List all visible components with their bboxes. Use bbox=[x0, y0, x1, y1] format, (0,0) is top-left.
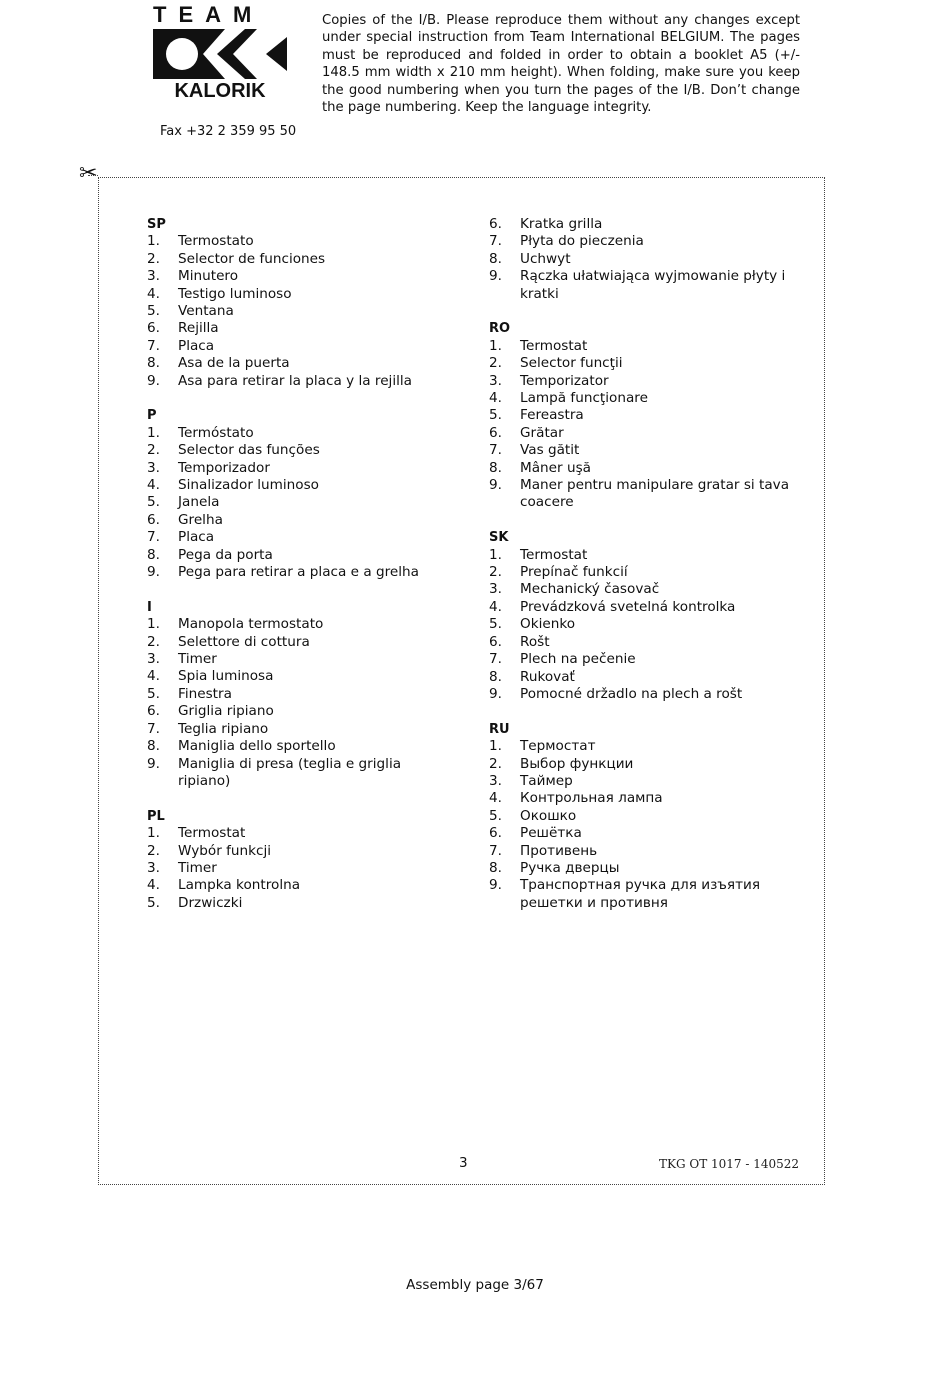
item-text: Pomocné držadlo na plech a rošt bbox=[520, 685, 743, 702]
parts-section bbox=[147, 599, 447, 790]
item-text: Termostato bbox=[178, 233, 254, 250]
item-number: 9. bbox=[147, 372, 160, 389]
item-text: Maniglia di presa (teglia e griglia ripiano) bbox=[178, 755, 402, 789]
item-number: 9. bbox=[489, 877, 502, 894]
list-item bbox=[489, 425, 804, 442]
item-number: 9. bbox=[489, 685, 502, 702]
item-number: 3. bbox=[489, 372, 502, 389]
list-item bbox=[489, 407, 804, 424]
list-item bbox=[489, 251, 804, 268]
item-text: Testigo luminoso bbox=[178, 285, 292, 302]
list-item bbox=[489, 738, 804, 755]
item-number: 6. bbox=[489, 216, 502, 232]
item-number: 8. bbox=[147, 738, 160, 755]
list-item bbox=[147, 529, 447, 546]
kalorik-logo bbox=[153, 4, 287, 102]
item-text: Selettore di cottura bbox=[178, 633, 310, 650]
item-text: Termóstato bbox=[178, 424, 254, 441]
item-number: 7. bbox=[147, 337, 160, 354]
item-number: 6. bbox=[489, 424, 502, 441]
item-text: Maner pentru manipulare gratar si tava coacere bbox=[520, 477, 790, 511]
parts-section bbox=[489, 320, 804, 511]
item-number: 5. bbox=[147, 494, 160, 511]
item-number: 9. bbox=[489, 268, 502, 285]
item-number: 4. bbox=[147, 477, 160, 494]
list-item bbox=[489, 233, 804, 250]
item-number: 4. bbox=[489, 790, 502, 807]
list-item bbox=[489, 825, 804, 842]
item-number: 2. bbox=[489, 564, 502, 581]
item-number: 4. bbox=[147, 877, 160, 894]
item-text: Выбор функции bbox=[520, 755, 634, 772]
item-text: Manopola termostato bbox=[178, 616, 324, 633]
list-item bbox=[147, 233, 447, 250]
section-language-code: I bbox=[147, 599, 152, 615]
list-item bbox=[147, 721, 447, 738]
list-item bbox=[489, 860, 804, 877]
item-number: 7. bbox=[489, 442, 502, 459]
list-item bbox=[147, 442, 447, 459]
list-item bbox=[147, 668, 447, 685]
left-column bbox=[147, 216, 447, 930]
list-item bbox=[147, 286, 447, 303]
item-number: 2. bbox=[147, 250, 160, 267]
section-language-code: PL bbox=[147, 808, 165, 824]
list-item bbox=[489, 581, 804, 598]
item-text: Placa bbox=[178, 337, 215, 354]
item-text: Lampă funcţionare bbox=[520, 390, 648, 407]
item-number: 6. bbox=[489, 633, 502, 650]
item-number: 7. bbox=[489, 842, 502, 859]
list-item bbox=[489, 790, 804, 807]
item-number: 5. bbox=[489, 807, 502, 824]
item-text: Термостат bbox=[520, 738, 596, 755]
item-number: 2. bbox=[489, 755, 502, 772]
item-number: 2. bbox=[489, 355, 502, 372]
list-item bbox=[147, 703, 447, 720]
item-number: 3. bbox=[147, 651, 160, 668]
item-text: Prevádzková svetelná kontrolka bbox=[520, 598, 736, 615]
section-language-code: RO bbox=[489, 321, 511, 337]
item-text: Asa de la puerta bbox=[178, 355, 290, 372]
item-number: 8. bbox=[489, 668, 502, 685]
item-number: 5. bbox=[147, 303, 160, 320]
list-item bbox=[489, 808, 804, 825]
list-item bbox=[489, 477, 804, 512]
item-text: Minutero bbox=[178, 268, 239, 285]
list-item bbox=[489, 634, 804, 651]
scissors-icon: ✂ bbox=[79, 161, 98, 186]
cut-line bbox=[88, 175, 98, 176]
item-number: 1. bbox=[489, 738, 502, 755]
item-number: 8. bbox=[489, 459, 502, 476]
item-number: 1. bbox=[147, 616, 160, 633]
item-text: Противень bbox=[520, 842, 598, 859]
item-text: Termostat bbox=[520, 546, 588, 563]
item-text: Timer bbox=[178, 651, 217, 668]
list-item bbox=[489, 686, 804, 703]
item-text: Okienko bbox=[520, 616, 576, 633]
parts-section bbox=[489, 721, 804, 912]
item-number: 5. bbox=[489, 407, 502, 424]
parts-section bbox=[147, 407, 447, 581]
item-number: 1. bbox=[147, 233, 160, 250]
list-item bbox=[489, 442, 804, 459]
list-item bbox=[489, 756, 804, 773]
list-item bbox=[147, 686, 447, 703]
item-text: Окошко bbox=[520, 807, 577, 824]
list-item bbox=[147, 825, 447, 842]
item-text: Spia luminosa bbox=[178, 668, 274, 685]
right-column bbox=[489, 216, 804, 930]
item-number: 8. bbox=[489, 859, 502, 876]
section-language-code: RU bbox=[489, 721, 510, 737]
list-item bbox=[147, 355, 447, 372]
parts-section bbox=[147, 808, 447, 912]
item-text: Fereastra bbox=[520, 407, 584, 424]
item-text: Таймер bbox=[520, 772, 573, 789]
item-text: Ручка дверцы bbox=[520, 859, 620, 876]
item-number: 8. bbox=[147, 355, 160, 372]
item-text: Selector das funções bbox=[178, 442, 320, 459]
logo-team-text: TEAM bbox=[153, 2, 264, 27]
list-item bbox=[147, 616, 447, 633]
item-text: Rejilla bbox=[178, 320, 219, 337]
item-text: Решётка bbox=[520, 825, 582, 842]
item-number: 2. bbox=[147, 842, 160, 859]
item-number: 2. bbox=[147, 633, 160, 650]
list-item bbox=[147, 303, 447, 320]
assembly-page-label: Assembly page 3/67 bbox=[406, 1277, 544, 1293]
item-number: 2. bbox=[147, 442, 160, 459]
list-item bbox=[489, 616, 804, 633]
list-item bbox=[147, 860, 447, 877]
item-text: Griglia ripiano bbox=[178, 703, 274, 720]
list-item bbox=[489, 564, 804, 581]
list-item bbox=[147, 895, 447, 912]
section-language-code: SK bbox=[489, 530, 509, 546]
item-number: 9. bbox=[147, 755, 160, 772]
list-item bbox=[489, 338, 804, 355]
item-text: Sinalizador luminoso bbox=[178, 477, 319, 494]
item-text: Selector de funciones bbox=[178, 250, 326, 267]
item-number: 8. bbox=[147, 546, 160, 563]
fax-number: Fax +32 2 359 95 50 bbox=[160, 124, 297, 139]
section-language-code: SP bbox=[147, 217, 166, 232]
list-item bbox=[489, 599, 804, 616]
item-text: Mechanický časovač bbox=[520, 581, 660, 598]
list-item bbox=[489, 460, 804, 477]
item-text: Timer bbox=[178, 859, 217, 876]
item-text: Rukovať bbox=[520, 668, 575, 685]
item-number: 3. bbox=[489, 772, 502, 789]
list-item bbox=[147, 547, 447, 564]
logo-emblem-icon bbox=[153, 29, 287, 79]
list-item bbox=[489, 268, 804, 303]
item-text: Prepínač funkcií bbox=[520, 564, 628, 581]
item-text: Plech na pečenie bbox=[520, 651, 636, 668]
parts-section bbox=[489, 529, 804, 703]
list-item bbox=[147, 477, 447, 494]
list-item bbox=[489, 390, 804, 407]
item-text: Pega da porta bbox=[178, 546, 273, 563]
item-number: 8. bbox=[489, 250, 502, 267]
list-item bbox=[147, 512, 447, 529]
list-item bbox=[489, 877, 804, 912]
item-number: 5. bbox=[147, 685, 160, 702]
item-text: Rošt bbox=[520, 633, 550, 650]
item-number: 7. bbox=[147, 529, 160, 546]
list-item bbox=[147, 738, 447, 755]
item-number: 9. bbox=[147, 564, 160, 581]
item-number: 4. bbox=[489, 598, 502, 615]
list-item bbox=[147, 338, 447, 355]
item-number: 4. bbox=[489, 390, 502, 407]
item-text: Maniglia dello sportello bbox=[178, 738, 336, 755]
page-number: 3 bbox=[459, 1155, 468, 1171]
list-item bbox=[489, 373, 804, 390]
item-number: 1. bbox=[489, 337, 502, 354]
list-item bbox=[147, 843, 447, 860]
item-text: Grătar bbox=[520, 424, 564, 441]
item-number: 6. bbox=[147, 320, 160, 337]
item-text: Teglia ripiano bbox=[178, 720, 269, 737]
item-text: Ventana bbox=[178, 303, 234, 320]
item-text: Контрольная лампа bbox=[520, 790, 663, 807]
list-item bbox=[489, 355, 804, 372]
list-item bbox=[147, 494, 447, 511]
item-number: 5. bbox=[489, 616, 502, 633]
item-number: 3. bbox=[489, 581, 502, 598]
list-item bbox=[147, 373, 447, 390]
item-text: Drzwiczki bbox=[178, 894, 243, 911]
list-item bbox=[489, 843, 804, 860]
parts-section bbox=[489, 216, 804, 303]
item-text: Uchwyt bbox=[520, 250, 571, 267]
item-text: Termostat bbox=[178, 825, 246, 842]
item-number: 9. bbox=[489, 477, 502, 494]
list-item bbox=[147, 564, 447, 581]
item-number: 6. bbox=[147, 703, 160, 720]
item-text: Grelha bbox=[178, 511, 223, 528]
list-item bbox=[147, 425, 447, 442]
logo-brand-text: KALORIK bbox=[174, 80, 266, 102]
list-item bbox=[147, 268, 447, 285]
item-text: Janela bbox=[178, 494, 220, 511]
list-item bbox=[147, 251, 447, 268]
item-text: Temporizador bbox=[178, 459, 270, 476]
item-text: Temporizator bbox=[520, 372, 609, 389]
item-text: Rączka ułatwiająca wyjmowanie płyty i kratki bbox=[520, 268, 786, 302]
item-number: 4. bbox=[147, 285, 160, 302]
item-number: 3. bbox=[147, 268, 160, 285]
list-item bbox=[147, 634, 447, 651]
item-text: Termostat bbox=[520, 337, 588, 354]
item-text: Lampka kontrolna bbox=[178, 877, 301, 894]
list-item bbox=[489, 216, 804, 233]
item-text: Vas gătit bbox=[520, 442, 580, 459]
item-text: Kratka grilla bbox=[520, 216, 603, 232]
list-item bbox=[147, 651, 447, 668]
item-number: 3. bbox=[147, 859, 160, 876]
list-item bbox=[489, 773, 804, 790]
parts-section bbox=[147, 216, 447, 390]
item-number: 7. bbox=[489, 233, 502, 250]
item-text: Finestra bbox=[178, 685, 232, 702]
item-text: Placa bbox=[178, 529, 215, 546]
list-item bbox=[489, 547, 804, 564]
item-number: 4. bbox=[147, 668, 160, 685]
list-item bbox=[489, 651, 804, 668]
item-number: 7. bbox=[147, 720, 160, 737]
item-number: 3. bbox=[147, 459, 160, 476]
item-text: Płyta do pieczenia bbox=[520, 233, 644, 250]
item-number: 1. bbox=[147, 825, 160, 842]
item-number: 7. bbox=[489, 651, 502, 668]
item-text: Pega para retirar a placa e a grelha bbox=[178, 564, 419, 581]
item-number: 1. bbox=[147, 424, 160, 441]
section-language-code: P bbox=[147, 408, 157, 424]
item-number: 6. bbox=[147, 511, 160, 528]
list-item bbox=[147, 460, 447, 477]
list-item bbox=[147, 320, 447, 337]
item-text: Транспортная ручка для изъятия решетки и противня bbox=[520, 877, 761, 911]
item-number: 5. bbox=[147, 894, 160, 911]
item-text: Mâner uşă bbox=[520, 459, 591, 476]
item-number: 1. bbox=[489, 546, 502, 563]
item-text: Selector funcţii bbox=[520, 355, 623, 372]
list-item bbox=[489, 669, 804, 686]
item-text: Asa para retirar la placa y la rejilla bbox=[178, 372, 412, 389]
list-item bbox=[147, 877, 447, 894]
list-item bbox=[147, 756, 447, 791]
document-reference: TKG OT 1017 - 140522 bbox=[659, 1157, 800, 1171]
reproduction-notice: Copies of the I/B. Please reproduce them without any changes except under special instruction from Team International BELGIUM. The pages must be reproduced and folded in order to obtain a booklet A5 (+/- 148.5 mm width x 210 mm height). When folding, make sure you keep the good numbering when you turn the pages of the I/B. Don’t change the page numbering. Keep the language integrity. bbox=[322, 13, 800, 116]
item-number: 6. bbox=[489, 825, 502, 842]
item-text: Wybór funkcji bbox=[178, 842, 272, 859]
